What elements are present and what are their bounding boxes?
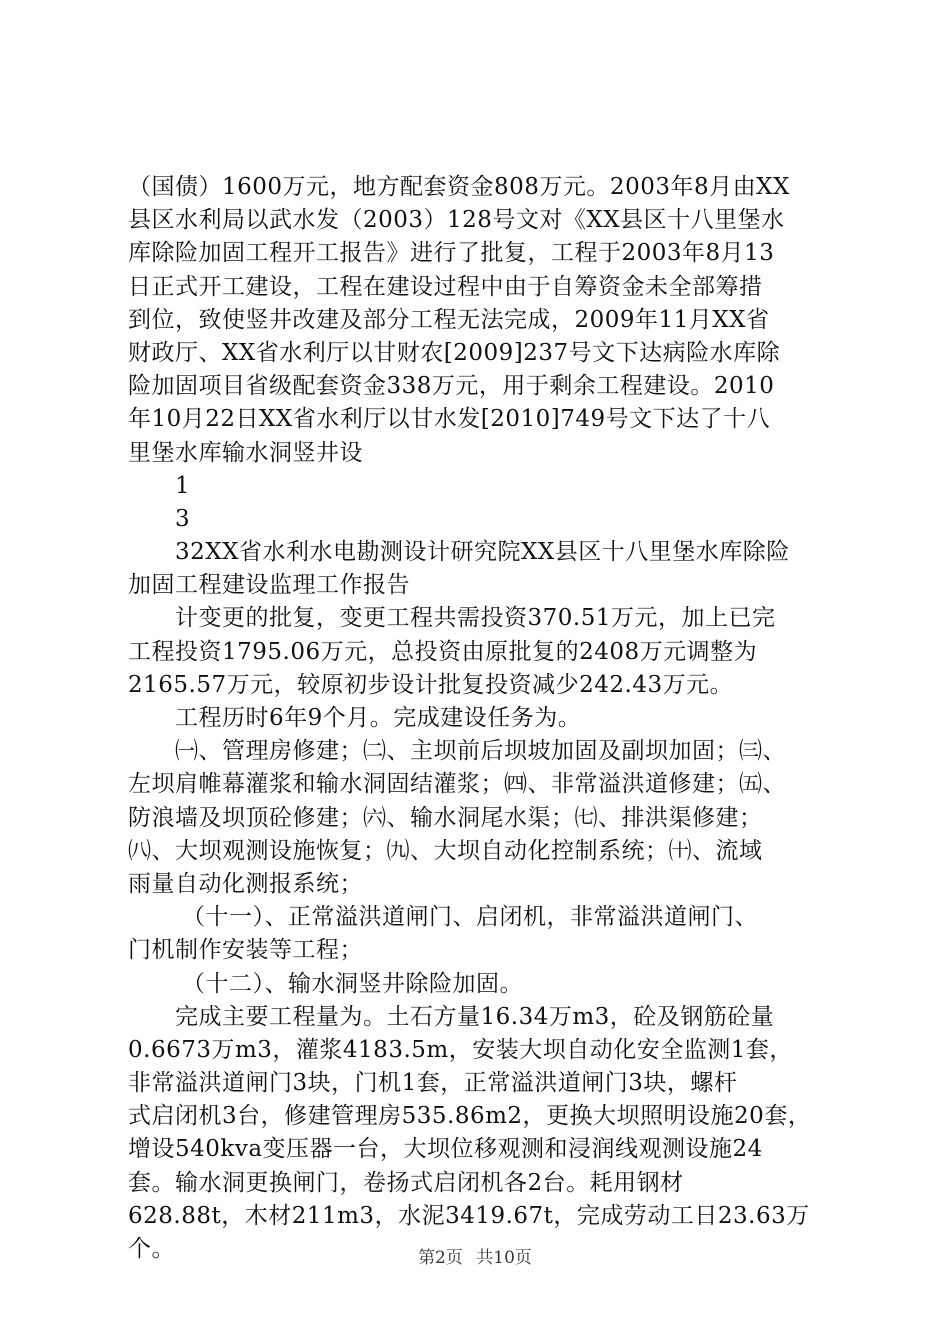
page-number: 第2页 bbox=[418, 1248, 463, 1268]
text-line: 完成主要工程量为。土石方量16.34万m3，砼及钢筋砼量 bbox=[175, 1003, 775, 1030]
text-line: 2165.57万元，较原初步设计批复投资减少242.43万元。 bbox=[128, 671, 734, 698]
list-line: ㈧、大坝观测设施恢复；㈨、大坝自动化控制系统；㈩、流域 bbox=[128, 837, 763, 864]
page-total: 共10页 bbox=[476, 1248, 532, 1268]
report-header-line: 32XX省水利水电勘测设计研究院XX县区十八里堡水库除险 bbox=[175, 539, 790, 566]
page-number-fragment: 3 bbox=[175, 505, 191, 532]
document-body bbox=[128, 171, 830, 1266]
list-line: 门机制作安装等工程； bbox=[128, 937, 363, 964]
text-line: 险加固项目省级配套资金338万元，用于剩余工程建设。2010 bbox=[128, 373, 775, 400]
text-line: 工程投资1795.06万元，总投资由原批复的2408万元调整为 bbox=[128, 638, 758, 665]
page-footer bbox=[0, 1243, 950, 1268]
list-line: 防浪墙及坝顶砼修建；㈥、输水洞尾水渠；㈦、排洪渠修建； bbox=[128, 804, 763, 831]
text-line: 增设540kva变压器一台，大坝位移观测和浸润线观测设施24 bbox=[128, 1136, 763, 1163]
text-line: 式启闭机3台，修建管理房535.86m2，更换大坝照明设施20套， bbox=[128, 1103, 812, 1130]
list-line: 左坝肩帷幕灌浆和输水洞固结灌浆；㈣、非常溢洪道修建；㈤、 bbox=[128, 771, 786, 798]
text-line: 库除险加固工程开工报告》进行了批复，工程于2003年8月13 bbox=[128, 240, 775, 267]
text-line: 年10月22日XX省水利厅以甘水发[2010]749号文下达了十八 bbox=[128, 406, 771, 433]
list-line: ㈠、管理房修建；㈡、主坝前后坝坡加固及副坝加固；㈢、 bbox=[175, 738, 786, 765]
report-header-line: 加固工程建设监理工作报告 bbox=[128, 572, 410, 599]
text-line: 里堡水库输水洞竖井设 bbox=[128, 439, 363, 466]
text-line: 到位，致使竖井改建及部分工程无法完成，2009年11月XX省 bbox=[128, 306, 770, 333]
text-line: 财政厅、XX省水利厅以甘财农[2009]237号文下达病险水库除 bbox=[128, 339, 781, 366]
text-line: 个。 bbox=[128, 1236, 175, 1262]
text-line: 工程历时6年9个月。完成建设任务为。 bbox=[175, 705, 582, 731]
text-line: 计变更的批复，变更工程共需投资370.51万元，加上已完 bbox=[175, 605, 776, 632]
list-line: （十一）、正常溢洪道闸门、启闭机，非常溢洪道闸门、 bbox=[182, 904, 758, 931]
text-line: （国债）1600万元，地方配套资金808万元。2003年8月由XX bbox=[128, 174, 790, 200]
text-line: 县区水利局以武水发（2003）128号文对《XX县区十八里堡水 bbox=[128, 207, 785, 234]
text-line: 0.6673万m3，灌浆4183.5m，安装大坝自动化安全监测1套， bbox=[128, 1036, 793, 1063]
text-line: 628.88t，木材211m3，水泥3419.67t，完成劳动工日23.63万 bbox=[128, 1202, 810, 1229]
text-line: 套。输水洞更换闸门，卷扬式启闭机各2台。耗用钢材 bbox=[128, 1169, 684, 1196]
list-line: （十二）、输水洞竖井除险加固。 bbox=[182, 970, 523, 997]
page-number-fragment: 1 bbox=[175, 472, 191, 499]
text-line: 非常溢洪道闸门3块，门机1套，正常溢洪道闸门3块，螺杆 bbox=[128, 1070, 738, 1097]
text-line: 日正式开工建设，工程在建设过程中由于自筹资金未全部筹措 bbox=[128, 273, 763, 300]
list-line: 雨量自动化测报系统； bbox=[128, 870, 363, 897]
